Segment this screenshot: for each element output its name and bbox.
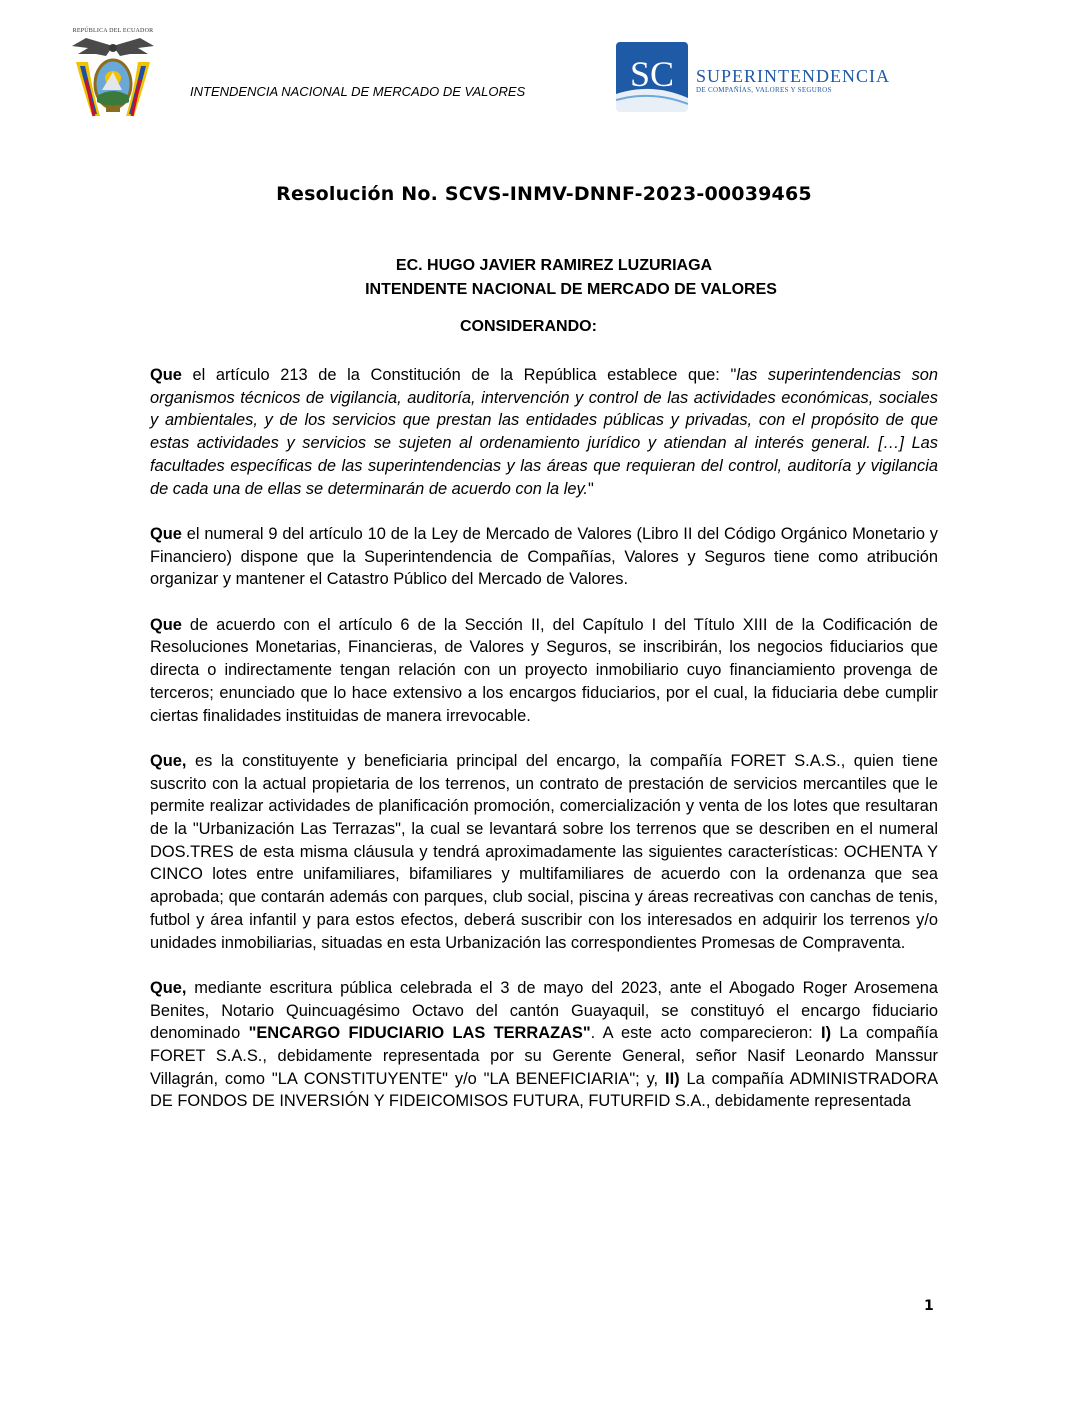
paragraph-text: el numeral 9 del artículo 10 de la Ley de Mercado de Valores (Libro II del Código Orgánico Monetario y Financiero) dispone que la Superintendencia de Compañías, Valores y Seguros tiene como atribución organizar y mantener el Catastro Público del Mercado de Valores.: [150, 524, 938, 589]
paragraph-text: . A este acto comparecieron:: [590, 1024, 822, 1043]
coat-of-arms-caption: REPÚBLICA DEL ECUADOR: [72, 28, 154, 34]
logo-subtitle: DE COMPAÑÍAS, VALORES Y SEGUROS: [696, 86, 832, 94]
section-heading: CONSIDERANDO:: [460, 318, 597, 335]
paragraph-4: [150, 750, 938, 954]
paragraph-lead: Que: [150, 366, 182, 384]
document-body: [150, 364, 938, 1136]
institution-name: INTENDENCIA NACIONAL DE MERCADO DE VALORES: [190, 84, 526, 99]
resolution-title: Resolución No. SCVS-INMV-DNNF-2023-00039465: [276, 183, 812, 205]
paragraph-text: es la constituyente y beneficiaria principal del encargo, la compañía FORET S.A.S., quien tiene suscrito con la actual propietaria de los terrenos, un contrato de prestación de servicios mercantiles que le permite realizar actividades de planificación promoción, comercialización y venta de los lotes que resultaran de la "Urbanización Las Terrazas", la cual se levantará sobre los terrenos que se describen en el numeral DOS.TRES de esta misma cláusula y tendrá aproximadamente las siguientes características: OCHENTA Y CINCO lotes entre unifamiliares, bifamiliares y multifamiliares de acuerdo con la ordenanza que sea aprobada; que contarán además con parques, club social, piscina y áreas recreativas con canchas de tenis, futbol y área infantil y para estos efectos, deberá suscribir con los interesados en adquirir los terrenos y/o unidades inmobiliarias, situadas en esta Urbanización las correspondientes Promesas de Compraventa.: [150, 751, 938, 952]
logo-monogram: SC: [629, 54, 675, 94]
paragraph-text: La compañía FORET S.A.S., debidamente representada por su Gerente General, señor Nasif Leonardo Manssur Villagrán, como "LA CONSTITUYENTE" y/o "LA BENEFICIARIA"; y,: [150, 1024, 938, 1088]
coat-of-arms-icon: [66, 28, 160, 126]
paragraph-text: ": [587, 479, 594, 498]
paragraph-lead: Que: [150, 615, 182, 634]
paragraph-text: mediante escritura pública celebrada el 3 de mayo del 2023, ante el Abogado Roger Arosemena Benites, Notario Quincuagésimo Octavo del cantón Guayaquil, se constituyó el encargo fiduciario denominado: [150, 978, 938, 1043]
paragraph-3: [150, 614, 938, 728]
letterhead: [0, 24, 1088, 124]
page-number: 1: [924, 1298, 934, 1314]
paragraph-lead: Que,: [150, 978, 187, 997]
paragraph-text: de acuerdo con el artículo 6 de la Sección II, del Capítulo I del Título XIII de la Codificación de Resoluciones Monetarias, Financieras, de Valores y Seguros, se inscribirán, los negocios fiduciarios que directa o indirectamente tengan relación con un proyecto inmobiliario cuyo financiamiento provenga de terceros; enunciado que lo hace extensivo a los encargos fiduciarios, por el cual, la fiduciaria debe cumplir ciertas finalidades instituidas de manera irrevocable.: [150, 615, 938, 725]
official-block: [0, 254, 1088, 302]
quoted-text: las superintendencias son organismos técnicos de vigilancia, auditoría, intervención y control de las actividades económicas, sociales y ambientales, y de los servicios que prestan las entidades públicas y privadas, con el propósito de que estas actividades y servicios se sujeten al ordenamiento jurídico y atiendan al interés general. […] Las facultades específicas de las superintendencias y las áreas que requieran del control, auditoría y vigilancia de cada una de ellas se determinarán de acuerdo con la ley.: [150, 366, 938, 498]
superintendencia-wordmark: [696, 66, 890, 94]
official-name: EC. HUGO JAVIER RAMIREZ LUZURIAGA: [395, 257, 713, 274]
paragraph-lead: Que,: [150, 751, 187, 770]
paragraph-2: [150, 523, 938, 591]
item-marker: II): [665, 1069, 680, 1088]
official-position: INTENDENTE NACIONAL DE MERCADO DE VALORES: [365, 281, 777, 298]
paragraph-text: el artículo 213 de la Constitución de la República establece que: ": [181, 366, 737, 384]
logo-title: SUPERINTENDENCIA: [696, 66, 890, 86]
trust-name: "ENCARGO FIDUCIARIO LAS TERRAZAS": [248, 1024, 591, 1043]
item-marker: I): [821, 1024, 832, 1043]
paragraph-5: [150, 977, 938, 1113]
paragraph-lead: Que: [150, 524, 182, 543]
paragraph-text: La compañía ADMINISTRADORA DE FONDOS DE INVERSIÓN Y FIDEICOMISOS FUTURA, FUTURFID S.A., debidamente representada: [150, 1069, 939, 1111]
superintendencia-logo-icon: [616, 42, 688, 112]
paragraph-1: [150, 364, 938, 500]
